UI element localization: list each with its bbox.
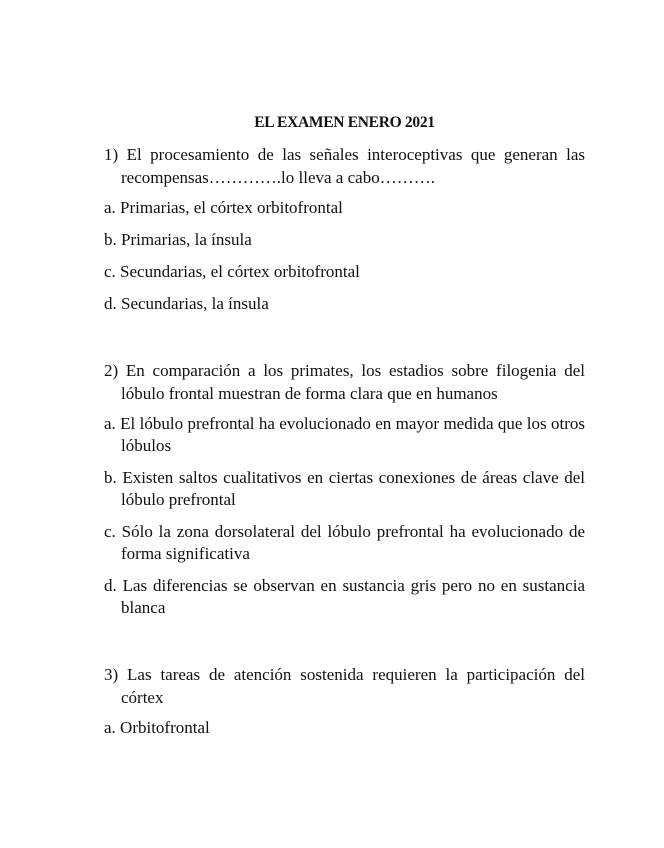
question-1-option-b: b. Primarias, la ínsula (104, 230, 252, 249)
question-1-option-d: d. Secundarias, la ínsula (104, 294, 269, 313)
question-2-option-c: c. Sólo la zona dorsolateral del lóbulo prefrontal ha evolucionado de forma significativa (104, 522, 585, 563)
exam-page (104, 112, 585, 749)
question-1-option-a: a. Primarias, el córtex orbitofrontal (104, 198, 343, 217)
question-block-1 (104, 143, 585, 315)
question-block-3 (104, 663, 585, 739)
question-block-2 (104, 359, 585, 619)
question-1-option-c: c. Secundarias, el córtex orbitofrontal (104, 262, 360, 281)
spacer (104, 629, 585, 663)
question-2-text: 2) En comparación a los primates, los estadios sobre filogenia del lóbulo frontal muestran de forma clara que en humanos (104, 361, 585, 403)
question-3-option-a: a. Orbitofrontal (104, 718, 210, 737)
spacer (104, 325, 585, 359)
question-2-option-b: b. Existen saltos cualitativos en ciertas conexiones de áreas clave del lóbulo prefrontal (104, 468, 585, 509)
question-2-option-d: d. Las diferencias se observan en sustancia gris pero no en sustancia blanca (104, 576, 585, 617)
question-1-text: 1) El procesamiento de las señales interoceptivas que generan las recompensas………….lo lleva a cabo………. (104, 145, 585, 187)
exam-title: EL EXAMEN ENERO 2021 (254, 114, 435, 131)
question-3-text: 3) Las tareas de atención sostenida requieren la participación del córtex (104, 665, 585, 707)
question-2-option-a: a. El lóbulo prefrontal ha evolucionado en mayor medida que los otros lóbulos (104, 414, 585, 455)
